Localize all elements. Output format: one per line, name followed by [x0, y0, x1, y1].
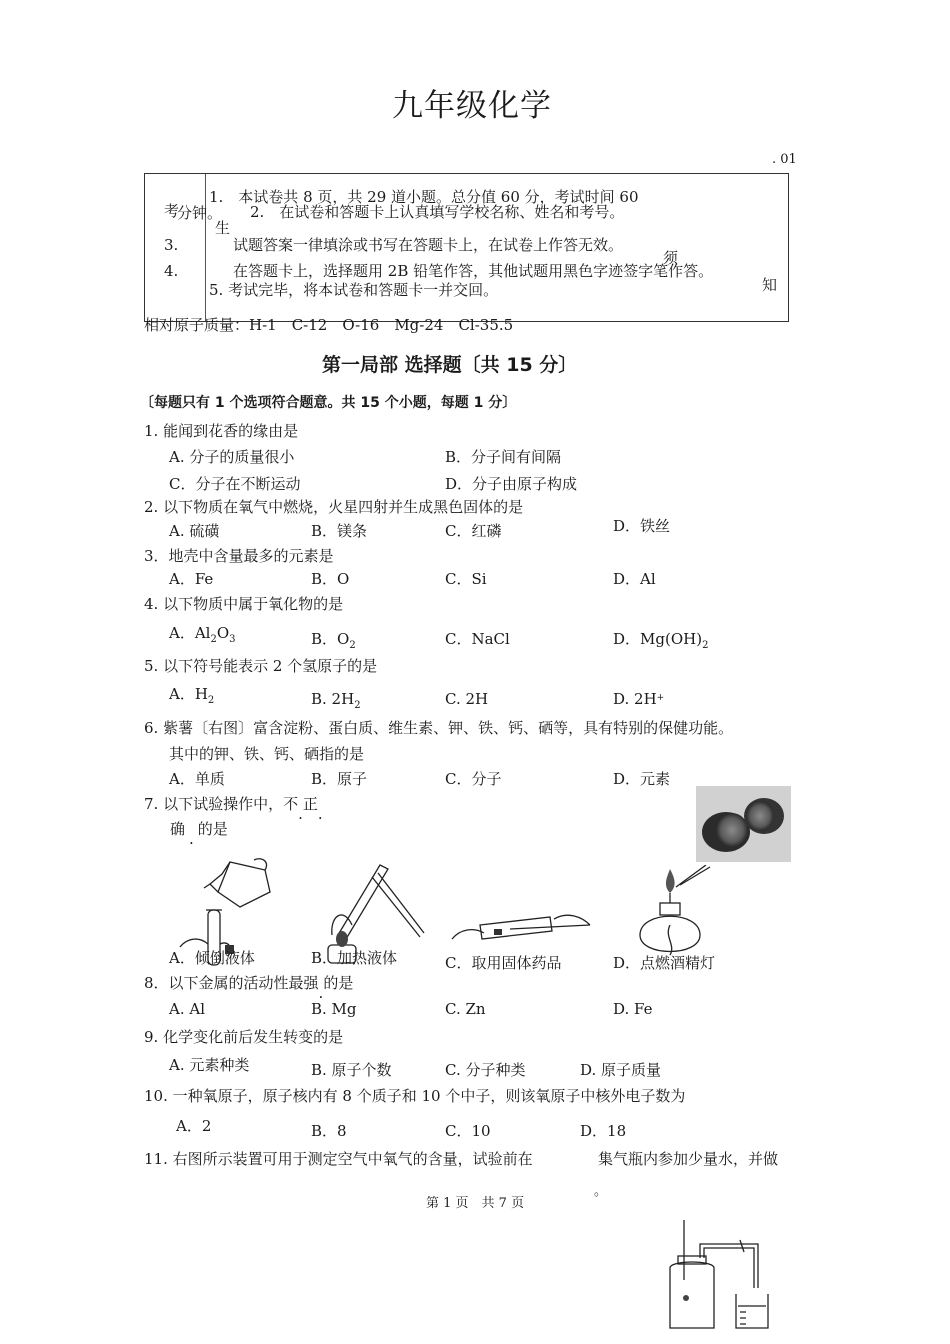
- q5-a-text: A．H: [169, 685, 208, 703]
- q8-stem: [144, 974, 354, 1002]
- notice-item-1-tail: 分钟。: [177, 204, 223, 222]
- purple-yam-photo: [696, 786, 791, 862]
- q8-option-b: B. Mg: [311, 1000, 357, 1018]
- q8-stem-tail: 的是: [323, 974, 354, 992]
- q7-emph-dot-1: .: [298, 805, 303, 823]
- q5-option-b: [311, 690, 361, 712]
- q5-option-a: [169, 685, 214, 707]
- q8-emph-dot: .: [318, 984, 324, 1002]
- q10-option-c: C．10: [445, 1122, 491, 1140]
- atomic-mass-line: 相对原子质量：H-1 C-12 O-16 Mg-24 Cl-35.5: [144, 316, 514, 334]
- q4-option-c: C．NaCl: [445, 630, 510, 648]
- q2-stem: 2. 以下物质在氧气中燃烧，火星四射并生成黑色固体的是: [144, 498, 524, 516]
- q6-stem-line2: 其中的钾、铁、钙、硒指的是: [169, 745, 365, 763]
- q11-stem: 11. 右图所示装置可用于测定空气中氧气的含量，试验前在: [144, 1150, 533, 1168]
- section-instruction: 〔每题只有 1 个选项符合题意。共 15 个小题，每题 1 分〕: [140, 395, 517, 411]
- q7-emph-dot-3: .: [189, 830, 194, 848]
- q4-option-d: [613, 630, 708, 652]
- q10-option-a: A．2: [176, 1117, 212, 1135]
- q5-stem: 5. 以下符号能表示 2 个氢原子的是: [144, 657, 378, 675]
- q4-a-mid: O: [216, 624, 230, 642]
- q4-d-sub: 2: [702, 640, 709, 651]
- q5-d-text: D. 2H: [613, 690, 657, 708]
- q9-option-a: A. 元素种类: [169, 1056, 250, 1074]
- notice-side-label-3: 须: [663, 249, 679, 267]
- notice-item-4: 在答题卡上，选择题用 2B 铅笔作答，其他试题用黑色字迹签字笔作答。: [233, 262, 714, 280]
- notice-item-5: 5. 考试完毕，将本试卷和答题卡一并交回。: [209, 281, 499, 299]
- q8-option-a: A. Al: [169, 1000, 205, 1018]
- q1-option-c: C．分子在不断运动: [169, 475, 301, 493]
- notice-side-label-4: 知: [762, 276, 778, 294]
- q9-option-c: C. 分子种类: [445, 1061, 526, 1079]
- q5-option-c: C. 2H: [445, 690, 489, 708]
- q4-a-sub1: 2: [210, 634, 217, 645]
- q11-stem-tail: 集气瓶内参加少量水，并做: [598, 1150, 779, 1168]
- q7-stem-b: 确: [170, 820, 186, 838]
- notice-item-1: 1. 本试卷共 8 页，共 29 道小题。总分值 60 分，考试时间 60: [209, 188, 639, 206]
- q7-option-c: C．取用固体药品: [445, 954, 562, 972]
- page-title: 九年级化学: [392, 88, 552, 124]
- q1-option-d: D．分子由原子构成: [445, 475, 578, 493]
- oxygen-apparatus-illustration: [664, 1218, 784, 1330]
- q10-stem: 10. 一种氧原子，原子核内有 8 个质子和 10 个中子，则该氧原子中核外电子数为: [144, 1087, 686, 1105]
- q3-option-d: D．Al: [613, 570, 656, 588]
- notice-side-label-2: 生: [215, 219, 231, 237]
- q10-option-d: D．18: [580, 1122, 627, 1140]
- q7-stem-a: 7. 以下试验操作中，不: [144, 795, 299, 813]
- q7-stem-line2: [170, 820, 228, 848]
- notice-item-3-num: 3.: [164, 236, 179, 254]
- q7-stem-line1: [144, 795, 323, 823]
- q4-a-sub2: 3: [229, 634, 236, 645]
- q6-stem-line1: 6. 紫薯〔右图〕富含淀粉、蛋白质、维生素、钾、铁、钙、硒等，具有特别的保健功能。: [144, 719, 734, 737]
- q2-option-d: D．铁丝: [613, 517, 671, 535]
- notice-item-4-num: 4.: [164, 262, 179, 280]
- footer-mark: 。: [594, 1184, 608, 1199]
- notice-divider: [205, 174, 206, 321]
- q5-b-text: B. 2H: [311, 690, 355, 708]
- q6-option-c: C．分子: [445, 770, 502, 788]
- notice-item-2: 2. 在试卷和答题卡上认真填写学校名称、姓名和考号。: [250, 203, 625, 221]
- q6-option-d: D．元素: [613, 770, 671, 788]
- q7-option-a: A．倾倒液体: [169, 949, 255, 967]
- q4-stem: 4. 以下物质中属于氧化物的是: [144, 595, 344, 613]
- q8-option-d: D. Fe: [613, 1000, 653, 1018]
- q8-option-c: C. Zn: [445, 1000, 486, 1018]
- notice-item-3: 试题答案一律填涂或书写在答题卡上，在试卷上作答无效。: [233, 236, 624, 254]
- q2-option-b: B．镁条: [311, 522, 368, 540]
- q4-a-text: A．Al: [169, 624, 211, 642]
- q3-option-a: A．Fe: [169, 570, 214, 588]
- q3-option-b: B．O: [311, 570, 350, 588]
- q9-option-b: B. 原子个数: [311, 1061, 392, 1079]
- q1-option-a: A. 分子的质量很小: [169, 448, 295, 466]
- q7-stem-c: 的是: [197, 820, 228, 838]
- q9-option-d: D. 原子质量: [580, 1061, 662, 1079]
- q7-option-b: B．加热液体: [311, 949, 398, 967]
- q8-stem-text: 8．以下金属的活动性最强: [144, 974, 319, 992]
- q2-option-c: C．红磷: [445, 522, 502, 540]
- q7-option-d: D．点燃酒精灯: [613, 954, 716, 972]
- q4-option-b: [311, 630, 356, 652]
- q5-a-sub: 2: [207, 695, 215, 706]
- q5-d-sup: +: [656, 693, 665, 703]
- q3-option-c: C．Si: [445, 570, 487, 588]
- notice-side-label-1: 考: [164, 202, 180, 220]
- q2-option-a: A. 硫磺: [169, 522, 220, 540]
- q9-stem: 9. 化学变化前后发生转变的是: [144, 1028, 344, 1046]
- q5-option-d: [613, 690, 664, 708]
- q10-option-b: B．8: [311, 1122, 347, 1140]
- q1-option-b: B．分子间有间隔: [445, 448, 562, 466]
- q5-b-sub: 2: [354, 700, 361, 711]
- date-fragment: . 01: [772, 152, 797, 167]
- q6-option-a: A．单质: [169, 770, 225, 788]
- q4-option-a: [169, 624, 236, 646]
- q4-b-text: B．O: [311, 630, 350, 648]
- q7-emph-dot-2: .: [317, 805, 323, 823]
- q7-stem-mid: 正: [302, 795, 318, 813]
- solid-reagent-illustration: [450, 905, 600, 955]
- q1-stem: 1. 能闻到花香的缘由是: [144, 422, 299, 440]
- q4-d-text: D．Mg(OH): [613, 630, 703, 648]
- q4-b-sub: 2: [349, 640, 356, 651]
- light-alcohol-lamp-illustration: [630, 865, 720, 965]
- q3-stem: 3．地壳中含量最多的元素是: [144, 547, 334, 565]
- q6-option-b: B．原子: [311, 770, 368, 788]
- page-footer: 第 1 页 共 7 页: [426, 1196, 525, 1211]
- section-title: 第一局部 选择题〔共 15 分〕: [322, 354, 578, 376]
